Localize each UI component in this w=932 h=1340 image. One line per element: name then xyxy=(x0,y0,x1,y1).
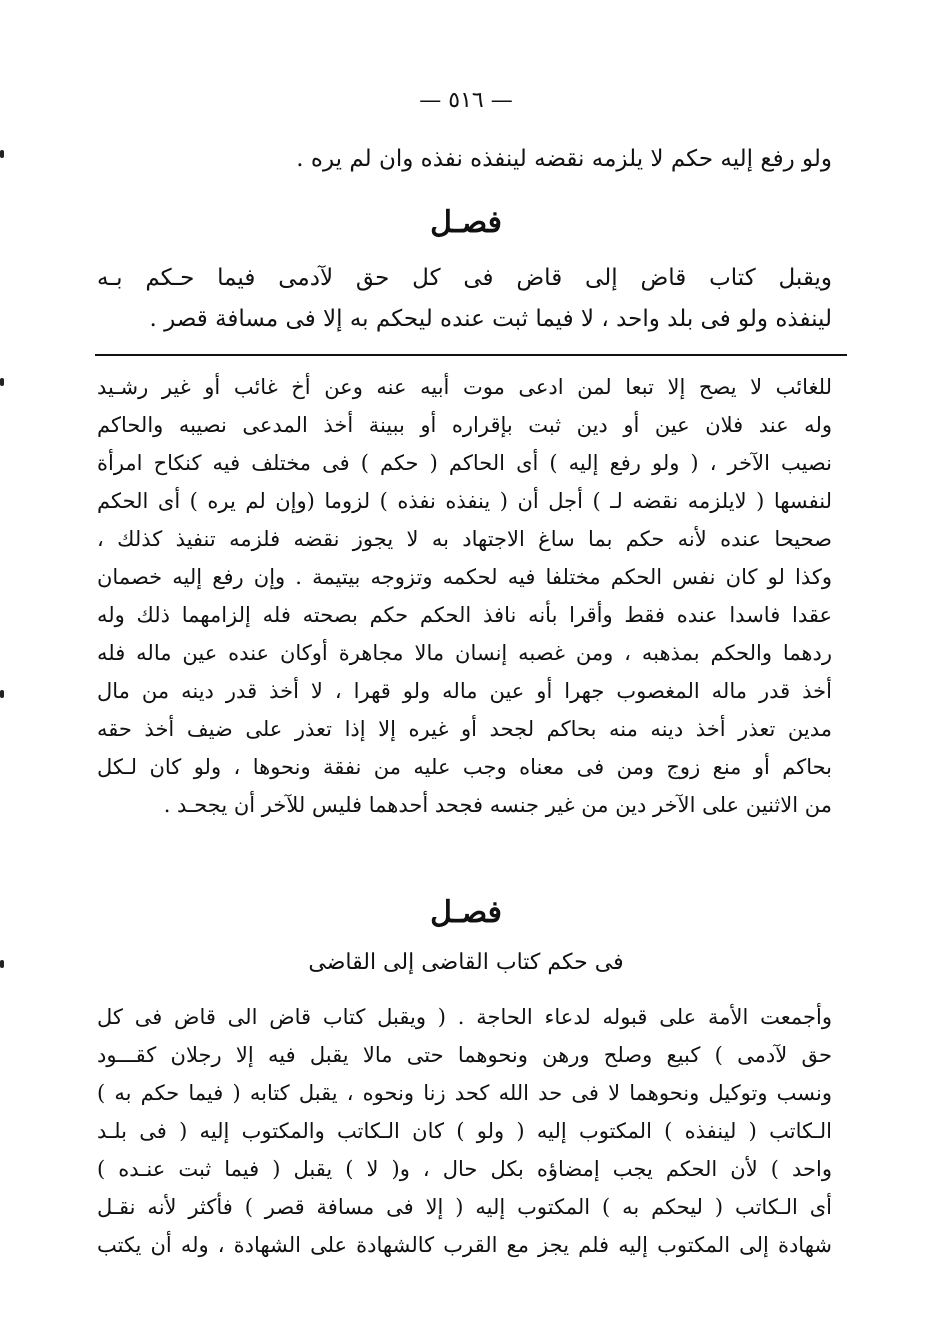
commentary-line: وله عند فلان عين أو دين ثبت بإقراره أو ببينة أخذ المدعى نصيبه والحاكم xyxy=(97,413,832,437)
commentary-line: عقدا فاسدا عنده فقط وأقرا بأنه نافذ الحكم حكم بصحته فله إلزامهما ذلك وله xyxy=(97,603,832,627)
commentary-line: بحاكم أو منع زوج ومن فى معناه وجب عليه من نفقة ونحوها ، ولو كان لـكل xyxy=(97,755,832,779)
commentary-line: للغائب لا يصح إلا تبعا لمن ادعى موت أبيه عنه وعن أخ غائب أو غير رشـيد xyxy=(97,375,832,399)
commentary-line: لنفسها ( لايلزمه نقضه لـ ) أجل أن ( ينفذه نفذه ) لزوما (وإن لم يره ) أى الحكم xyxy=(97,489,832,513)
matn-line: ويقبل كتاب قاض إلى قاض فى كل حق لآدمى فيما حـكم بـه xyxy=(97,265,832,291)
section-heading: فصـل xyxy=(430,895,502,930)
matn-line: لينفذه ولو فى بلد واحد ، لا فيما ثبت عنده ليحكم به إلا فى مسافة قصر . xyxy=(149,306,832,332)
commentary-line: من الاثنين على الآخر دين من غير جنسه فجحد أحدهما فليس للآخر أن يجحـد . xyxy=(163,793,832,817)
commentary-line: وأجمعت الأمة على قبوله لدعاء الحاجة . ( ويقبل كتاب قاض الى قاض فى كل xyxy=(97,1005,832,1029)
commentary-line: حق لآدمى ) كبيع وصلح ورهن ونحوهما حتى مالا يقبل فيه إلا رجلان كقـــود xyxy=(97,1043,832,1067)
commentary-line: ونسب وتوكيل ونحوهما لا فى حد الله كحد زنا ونحوه ، يقبل كتابه ( فيما حكم به ) xyxy=(97,1081,832,1105)
commentary-line: صحيحا عنده لأنه حكم بما ساغ الاجتهاد به لا يجوز نقضه فلزمه تنفيذ كذلك ، xyxy=(97,527,832,551)
divider-rule xyxy=(95,354,847,356)
section-heading: فصـل xyxy=(430,205,502,240)
page-number: — ٥١٦ — xyxy=(419,88,513,113)
commentary-line: نصيب الآخر ، ( ولو رفع إليه ) أى الحاكم ( حكم ) فى مختلف فيه كنكاح امرأة xyxy=(97,451,832,475)
section-subheading: فى حكم كتاب القاضى إلى القاضى xyxy=(308,950,624,975)
matn-line: ولو رفع إليه حكم لا يلزمه نقضه لينفذه نفذه وان لم يره . xyxy=(296,146,832,172)
commentary-line: واحد ) لأن الحكم يجب إمضاؤه بكل حال ، و( لا ) يقبل ( فيما ثبت عنـده ) xyxy=(97,1157,832,1181)
commentary-line: مدين تعذر أخذ دينه منه بحاكم لجحد أو غيره إلا إذا تعذر على ضيف أخذ حقه xyxy=(97,717,832,741)
margin-mark xyxy=(0,690,4,698)
commentary-line: الـكاتب ( لينفذه ) المكتوب إليه ( ولو ) كان الـكاتب والمكتوب إليه ( فى بلـد xyxy=(97,1119,832,1143)
commentary-line: أخذ قدر ماله المغصوب جهرا أو عين ماله ولو قهرا ، لا أخذ قدر دينه من مال xyxy=(97,679,832,703)
commentary-line: شهادة إلى المكتوب إليه فلم يجز مع القرب كالشهادة على الشهادة ، وله أن يكتب xyxy=(97,1233,832,1257)
margin-mark xyxy=(0,378,4,386)
commentary-line: ردهما والحكم بمذهبه ، ومن غصبه إنسان مالا مجاهرة أوكان عنده عين ماله فله xyxy=(97,641,832,665)
commentary-line: وكذا لو كان نفس الحكم مختلفا فيه لحكمه وتزوجه بيتيمة . وإن رفع إليه خصمان xyxy=(97,565,832,589)
commentary-line: أى الـكاتب ( ليحكم به ) المكتوب إليه ( إلا فى مسافة قصر ) فأكثر لأنه نقـل xyxy=(97,1195,832,1219)
margin-mark xyxy=(0,150,4,158)
